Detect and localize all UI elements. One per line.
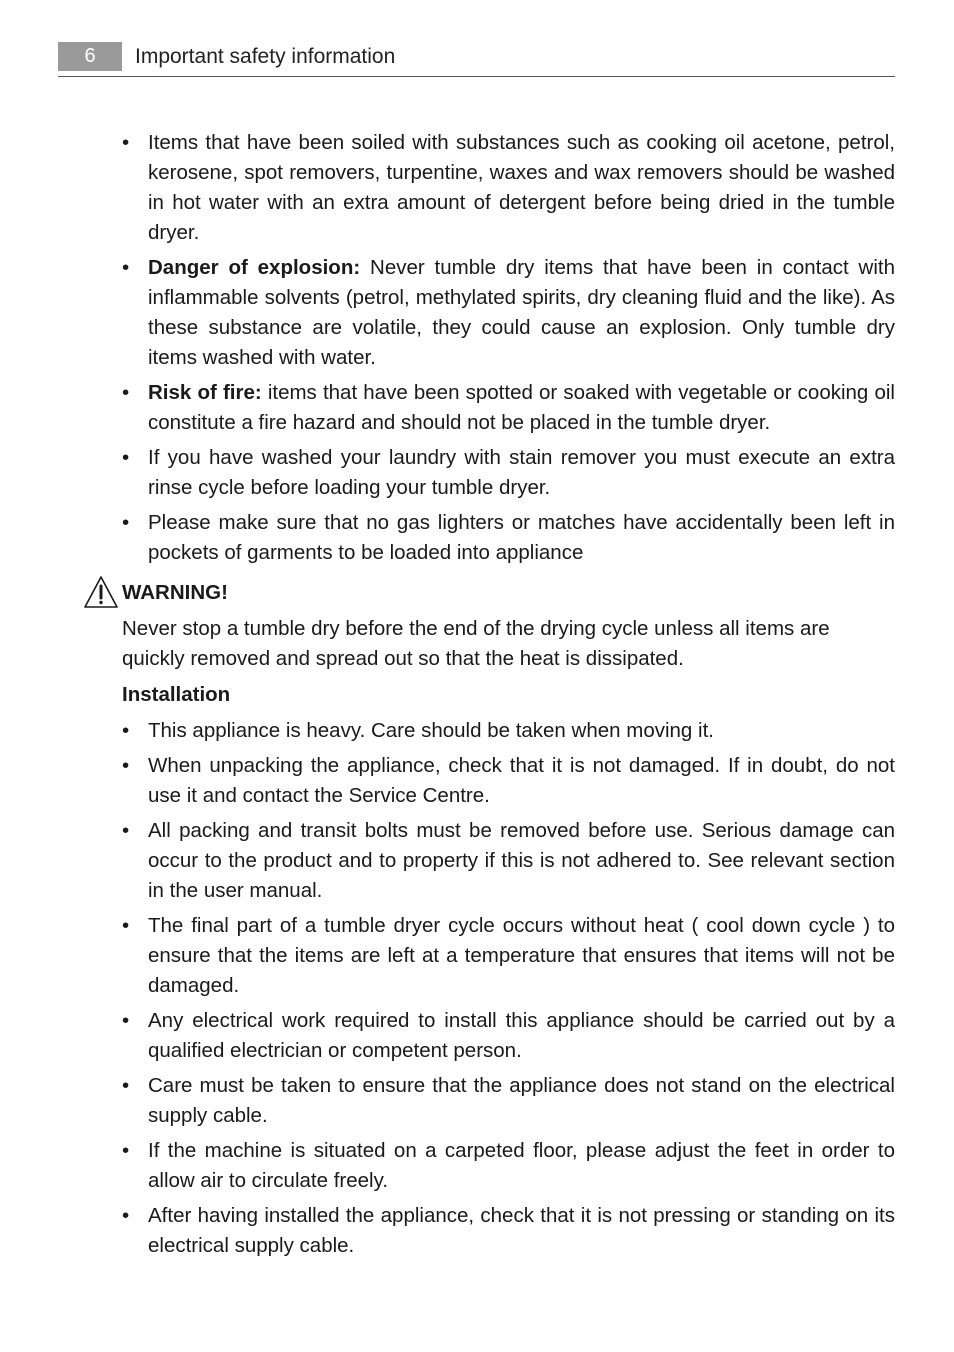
bullet-icon: •	[122, 256, 130, 279]
page-number: 6	[58, 42, 122, 71]
list-item	[122, 1006, 895, 1066]
page-header	[58, 40, 895, 77]
bullet-icon: •	[122, 819, 130, 842]
installation-title: Installation	[122, 683, 231, 706]
item-text: This appliance is heavy. Care should be taken when moving it.	[148, 719, 714, 742]
item-text: The final part of a tumble dryer cycle occurs without heat ( cool down cycle ) to ensure that the items are left at a temperature that ensures that items will not be damaged.	[148, 914, 895, 997]
item-text: items that have been spotted or soaked with vegetable or cooking oil constitute a fire hazard and should not be placed in the tumble dryer.	[148, 381, 895, 434]
bullet-icon: •	[122, 1139, 130, 1162]
list-item	[122, 1201, 895, 1261]
list-item	[122, 508, 895, 568]
list-item	[122, 128, 895, 248]
item-text: Care must be taken to ensure that the appliance does not stand on the electrical supply cable.	[148, 1074, 895, 1127]
list-item	[122, 716, 895, 746]
bullet-icon: •	[122, 131, 130, 154]
bullet-icon: •	[122, 1204, 130, 1227]
bullet-icon: •	[122, 719, 130, 742]
installation-list	[122, 716, 895, 1261]
list-item	[122, 378, 895, 438]
warning-heading	[122, 578, 895, 614]
item-lead: Danger of explosion:	[148, 256, 361, 279]
bullet-icon: •	[122, 1074, 130, 1097]
warning-label: WARNING!	[122, 581, 228, 604]
item-lead: Risk of fire:	[148, 381, 262, 404]
bullet-icon: •	[122, 1009, 130, 1032]
bullet-icon: •	[122, 446, 130, 469]
bullet-icon: •	[122, 914, 130, 937]
header-title: Important safety information	[135, 45, 396, 68]
bullet-icon: •	[122, 754, 130, 777]
item-text: If you have washed your laundry with stain remover you must execute an extra rinse cycle before loading your tumble dryer.	[148, 446, 895, 499]
list-item	[122, 253, 895, 373]
item-text: After having installed the appliance, check that it is not pressing or standing on its electrical supply cable.	[148, 1204, 895, 1257]
warning-triangle-icon	[82, 574, 120, 610]
safety-list	[122, 128, 895, 568]
item-text: Any electrical work required to install this appliance should be carried out by a qualified electrician or competent person.	[148, 1009, 895, 1062]
item-text: All packing and transit bolts must be removed before use. Serious damage can occur to the product and to property if this is not adhered to. See relevant section in the user manual.	[148, 819, 895, 902]
list-item	[122, 816, 895, 906]
bullet-icon: •	[122, 511, 130, 534]
item-text: Never tumble dry items that have been in contact with inflammable solvents (petrol, methylated spirits, dry cleaning fluid and the like). As these substance are volatile, they could cause an explosion. Only tumble dry items washed with water.	[148, 256, 895, 369]
bullet-icon: •	[122, 381, 130, 404]
list-item	[122, 1071, 895, 1131]
list-item	[122, 911, 895, 1001]
item-text: When unpacking the appliance, check that it is not damaged. If in doubt, do not use it and contact the Service Centre.	[148, 754, 895, 807]
list-item	[122, 1136, 895, 1196]
item-text: If the machine is situated on a carpeted floor, please adjust the feet in order to allow air to circulate freely.	[148, 1139, 895, 1192]
list-item	[122, 443, 895, 503]
item-text: Please make sure that no gas lighters or matches have accidentally been left in pockets of garments to be loaded into appliance	[148, 511, 895, 564]
warning-text: Never stop a tumble dry before the end of the drying cycle unless all items are quickly removed and spread out so that the heat is dissipated.	[122, 617, 830, 670]
list-item	[122, 751, 895, 811]
page-content	[122, 128, 895, 1266]
item-text: Items that have been soiled with substances such as cooking oil acetone, petrol, kerosene, spot removers, turpentine, waxes and wax removers should be washed in hot water with an extra amount of detergent before being dried in the tumble dryer.	[148, 131, 895, 244]
